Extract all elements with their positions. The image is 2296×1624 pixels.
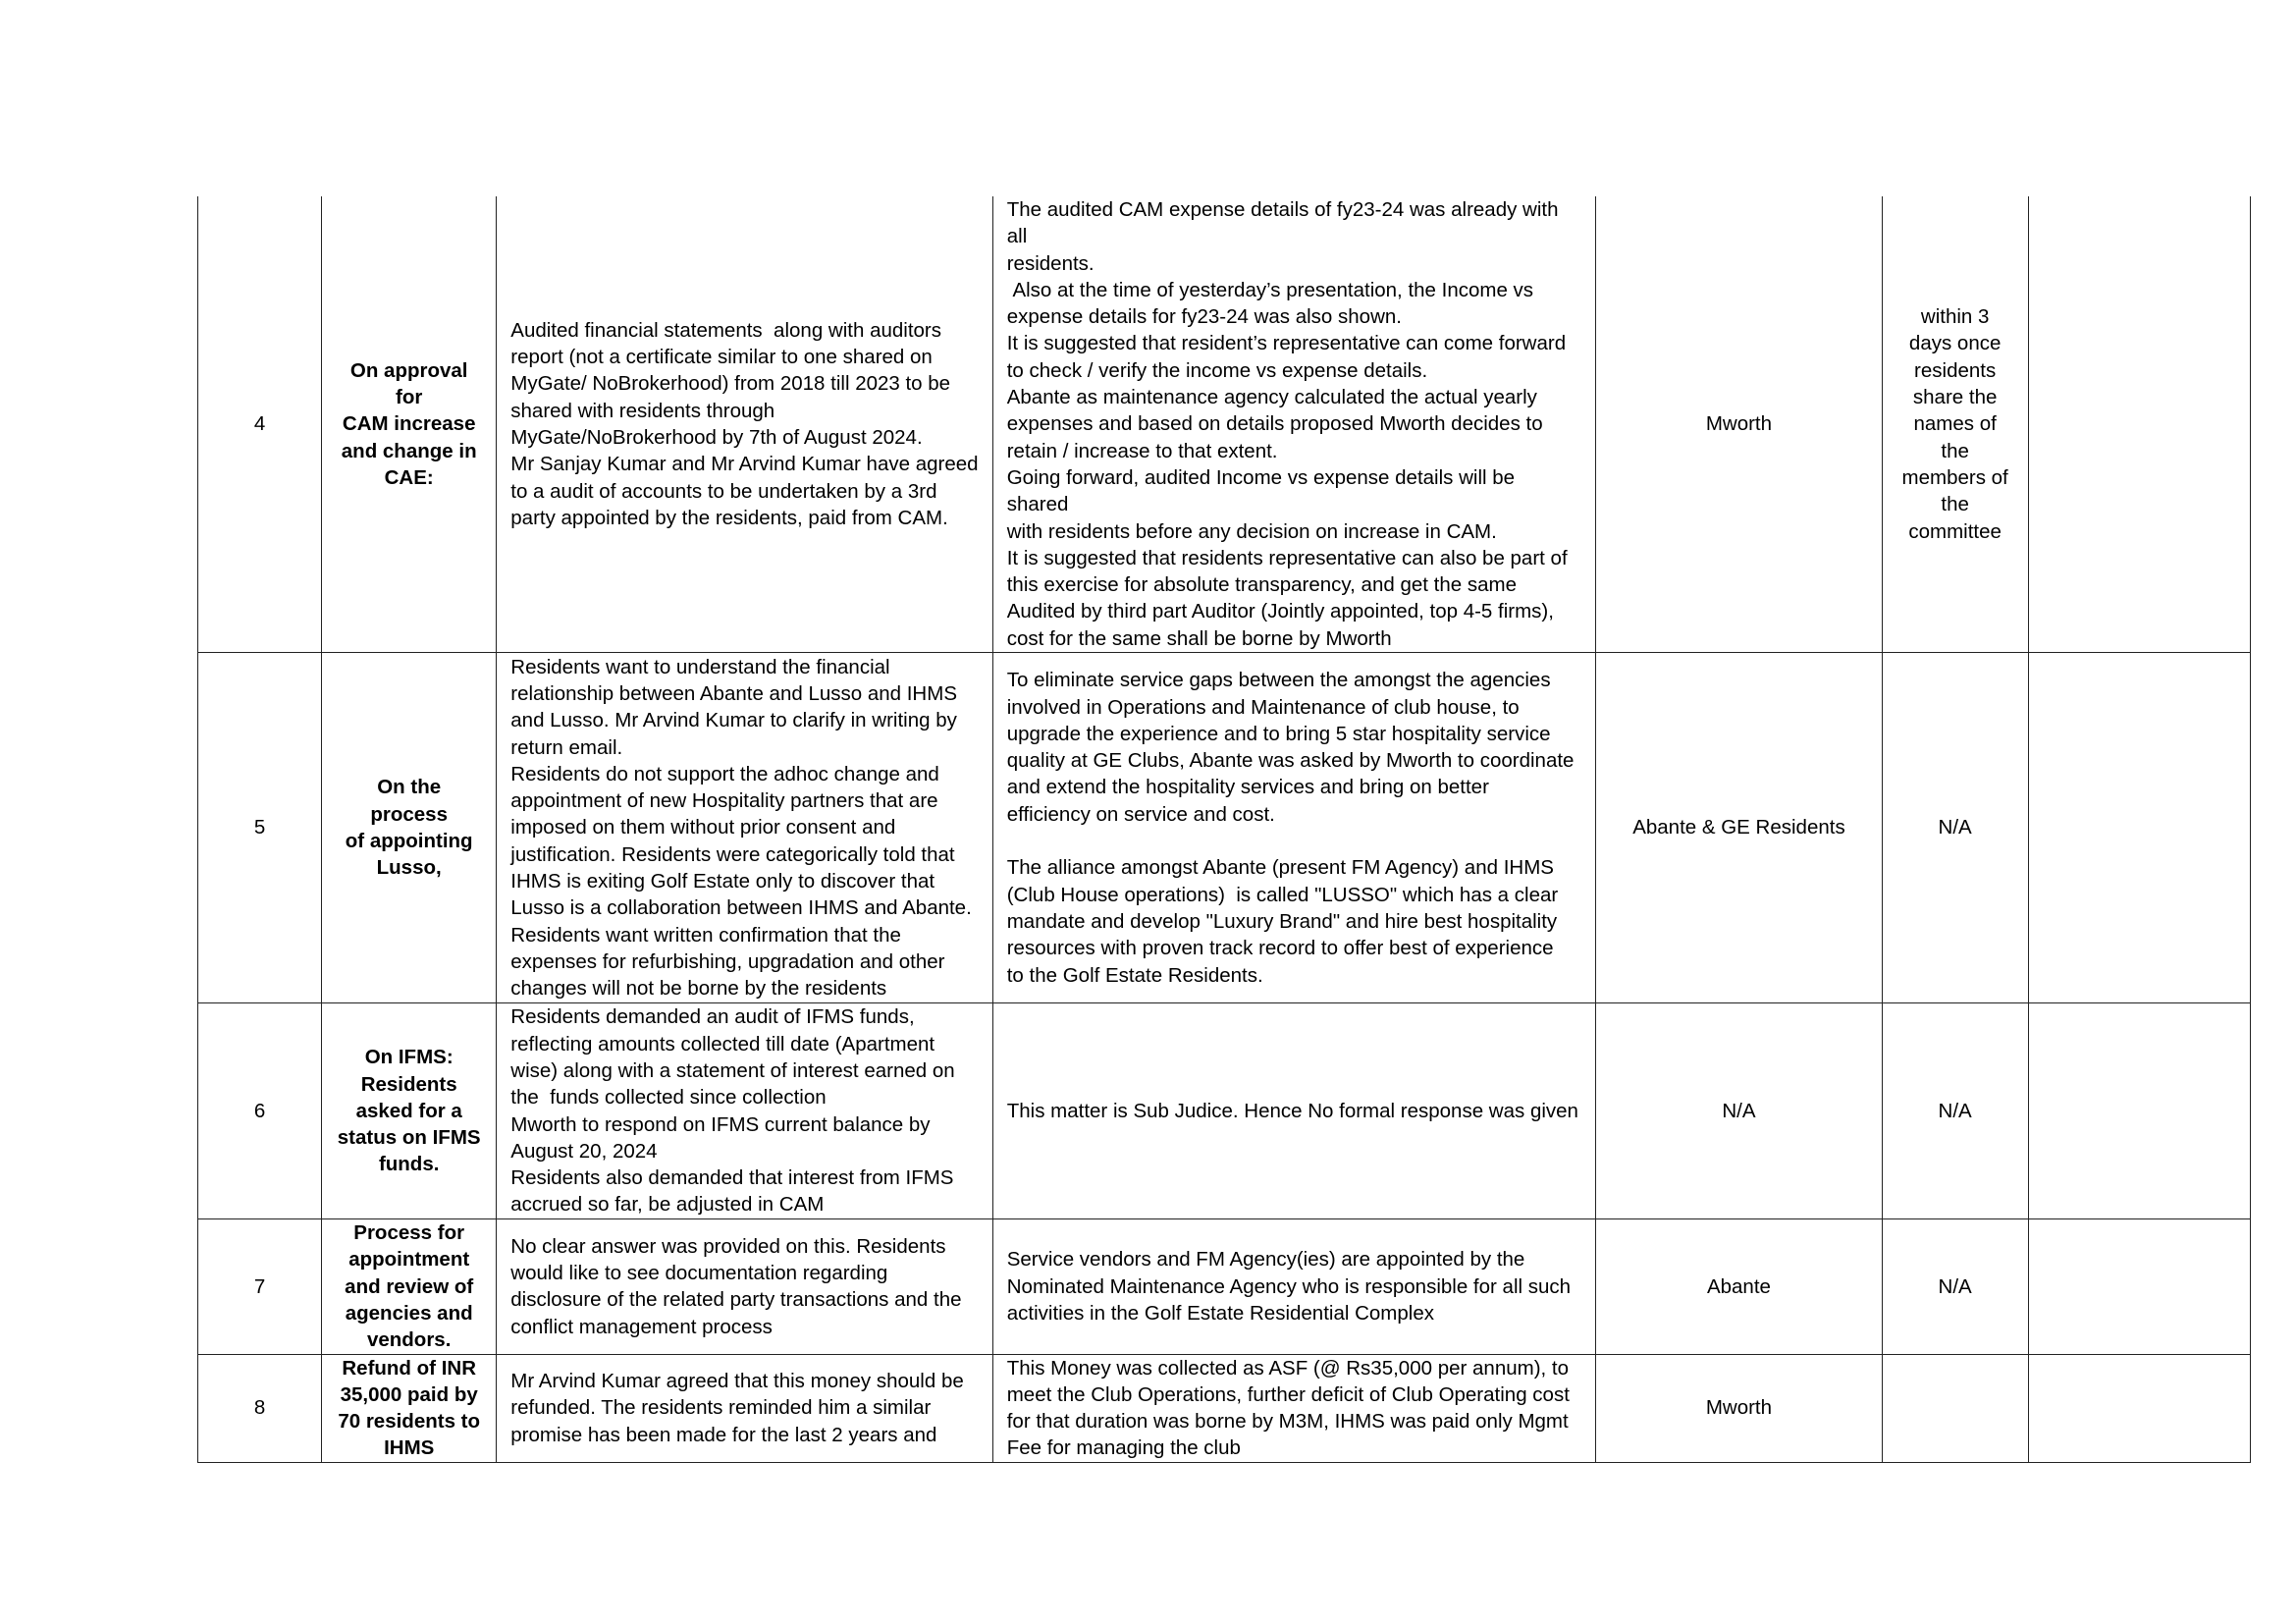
discussion-cell-line: wise) along with a statement of interest earned on <box>510 1058 955 1082</box>
response-cell-line: It is suggested that residents representative can also be part of <box>1006 546 1568 569</box>
topic-cell-line: appointment <box>348 1248 470 1272</box>
response-cell-line: cost for the same shall be borne by Mworth <box>1006 626 1392 650</box>
discussion-cell-line: relationship between Abante and Lusso and IHMS <box>510 681 957 705</box>
discussion-cell-line: No clear answer was provided on this. Residents <box>510 1234 946 1258</box>
topic-cell-line: On the process <box>370 776 448 826</box>
response-cell-line: for that duration was borne by M3M, IHMS was paid only Mgmt <box>1006 1410 1569 1434</box>
topic-cell-line: 70 residents to <box>338 1410 481 1434</box>
table-row <box>198 1354 2251 1462</box>
discussion-cell-line: to a audit of accounts to be undertaken by a 3rd <box>510 479 937 503</box>
response-cell-line: expenses and based on details proposed Mworth decides to <box>1006 412 1543 436</box>
remarks-cell <box>2028 1354 2250 1462</box>
serial-number-cell <box>198 1354 322 1462</box>
response-cell-line: This matter is Sub Judice. Hence No formal response was given <box>1006 1099 1578 1122</box>
response-cell-line: Nominated Maintenance Agency who is responsible for all such <box>1006 1274 1572 1298</box>
serial-number-cell <box>198 1003 322 1219</box>
response-cell-line: Also at the time of yesterday’s presentation, the Income vs <box>1006 278 1534 301</box>
topic-cell-line: IHMS <box>384 1436 435 1460</box>
response-cell-line: to the Golf Estate Residents. <box>1006 963 1263 987</box>
discussion-cell-line: party appointed by the residents, paid from CAM. <box>510 506 948 529</box>
timeline-cell <box>1882 1354 2028 1462</box>
response-cell-line: Service vendors and FM Agency(ies) are appointed by the <box>1006 1248 1525 1272</box>
response-cell <box>992 653 1596 1003</box>
remarks-cell <box>2028 653 2250 1003</box>
serial-number-cell <box>198 1219 322 1354</box>
timeline-cell <box>1882 1003 2028 1219</box>
discussion-cell-line: reflecting amounts collected till date (Apartment <box>510 1032 935 1056</box>
table-row <box>198 1003 2251 1219</box>
discussion-cell-line: report (not a certificate similar to one shared on <box>510 346 933 369</box>
remarks-cell <box>2028 1003 2250 1219</box>
discussion-cell-line: Residents also demanded that interest from IFMS <box>510 1166 954 1190</box>
serial-number-cell-text: 4 <box>253 412 266 436</box>
discussion-cell-line: Mworth to respond on IFMS current balance by <box>510 1112 931 1136</box>
response-cell-line: quality at GE Clubs, Abante was asked by Mworth to coordinate <box>1006 749 1575 773</box>
response-cell-line: involved in Operations and Maintenance of club house, to <box>1006 695 1520 719</box>
discussion-cell-line: Lusso is a collaboration between IHMS and Abante. <box>510 896 972 920</box>
topic-cell-line: CAM increase <box>342 412 476 436</box>
discussion-cell-line: Audited financial statements along with auditors <box>510 318 941 342</box>
response-cell-line: to check / verify the income vs expense details. <box>1006 358 1428 382</box>
topic-cell-line: On IFMS: <box>364 1046 454 1069</box>
owner-cell-text: Abante & GE Residents <box>1632 816 1845 839</box>
discussion-cell-line: August 20, 2024 <box>510 1139 658 1163</box>
topic-cell <box>322 653 497 1003</box>
response-cell-line <box>1007 828 1582 854</box>
serial-number-cell-text: 6 <box>253 1099 266 1122</box>
discussion-cell-line: return email. <box>510 735 623 759</box>
response-cell-line: retain / increase to that extent. <box>1006 439 1278 462</box>
response-cell-line: meet the Club Operations, further deficit of Club Operating cost <box>1006 1382 1570 1406</box>
table-body <box>198 196 2251 1462</box>
discussion-cell-line: promise has been made for the last 2 years and <box>510 1423 937 1446</box>
response-cell <box>992 1003 1596 1219</box>
topic-cell-line: Lusso, <box>376 856 442 880</box>
discussion-cell-line: expenses for refurbishing, upgradation and other <box>510 949 945 973</box>
discussion-cell-line: MyGate/NoBrokerhood by 7th of August 2024. <box>510 426 923 450</box>
timeline-cell-line: members of <box>1901 465 2008 489</box>
serial-number-cell-text: 7 <box>253 1274 266 1298</box>
timeline-cell <box>1882 653 2028 1003</box>
discussion-cell-line: accrued so far, be adjusted in CAM <box>510 1193 825 1217</box>
timeline-cell <box>1882 196 2028 653</box>
topic-cell-line: 35,000 paid by <box>340 1382 478 1406</box>
timeline-cell-line: days once <box>1908 332 2002 355</box>
remarks-cell <box>2028 1219 2250 1354</box>
response-cell-line: The audited CAM expense details of fy23-24 was already with all <box>1006 198 1565 248</box>
table-row <box>198 196 2251 653</box>
discussion-cell <box>497 1219 992 1354</box>
timeline-cell <box>1882 1219 2028 1354</box>
response-cell-line: (Club House operations) is called "LUSSO" which has a clear <box>1006 883 1559 906</box>
topic-cell-line: status on IFMS <box>337 1126 481 1150</box>
topic-cell-line: vendors. <box>366 1328 452 1352</box>
response-cell-line: expense details for fy23-24 was also shown. <box>1006 305 1402 329</box>
discussion-cell-line: Residents demanded an audit of IFMS funds, <box>510 1005 915 1029</box>
response-cell <box>992 1354 1596 1462</box>
owner-cell-text: Abante <box>1706 1274 1771 1298</box>
topic-cell-line: of appointing <box>345 830 473 853</box>
response-cell-line: This Money was collected as ASF (@ Rs35,000 per annum), to <box>1006 1356 1570 1380</box>
topic-cell-line: and review of <box>345 1274 474 1298</box>
response-cell-line: resources with proven track record to offer best of experience <box>1006 937 1554 960</box>
response-cell-line: It is suggested that resident’s representative can come forward <box>1006 332 1567 355</box>
owner-cell-text: Mworth <box>1705 1396 1773 1420</box>
table-row <box>198 1219 2251 1354</box>
response-cell-line: Fee for managing the club <box>1006 1436 1241 1460</box>
discussion-cell <box>497 653 992 1003</box>
topic-cell-line: On approval for <box>349 358 474 409</box>
discussion-cell-line: MyGate/ NoBrokerhood) from 2018 till 2023 to be <box>510 372 951 396</box>
timeline-cell-line: committee <box>1908 519 2002 543</box>
discussion-cell-line: changes will not be borne by the residents <box>510 977 887 1001</box>
discussion-cell-line: Mr Arvind Kumar agreed that this money should be <box>510 1370 964 1393</box>
response-cell-line: and extend the hospitality services and bring on better <box>1006 776 1489 799</box>
topic-cell-line: Residents <box>360 1072 457 1096</box>
discussion-cell-line: Residents want to understand the financial <box>510 655 890 678</box>
response-cell-line: upgrade the experience and to bring 5 star hospitality service <box>1006 722 1551 745</box>
discussion-cell <box>497 1354 992 1462</box>
serial-number-cell <box>198 653 322 1003</box>
response-cell <box>992 196 1596 653</box>
discussion-cell-line: Residents do not support the adhoc change and <box>510 762 939 785</box>
owner-cell <box>1596 653 1882 1003</box>
discussion-cell-line: disclosure of the related party transactions and the <box>510 1288 962 1312</box>
discussion-cell-line: Residents want written confirmation that the <box>510 923 901 947</box>
topic-cell-line: agencies and <box>345 1301 473 1325</box>
timeline-cell-line: residents <box>1914 358 1997 382</box>
topic-cell <box>322 1354 497 1462</box>
owner-cell-text: Mworth <box>1705 412 1773 436</box>
topic-cell <box>322 1003 497 1219</box>
topic-cell <box>322 196 497 653</box>
owner-cell <box>1596 1354 1882 1462</box>
response-cell <box>992 1219 1596 1354</box>
discussion-cell-line: the funds collected since collection <box>510 1086 827 1110</box>
discussion-cell-line: imposed on them without prior consent and <box>510 816 896 839</box>
response-cell-line: Abante as maintenance agency calculated the actual yearly <box>1006 386 1537 409</box>
discussion-cell <box>497 196 992 653</box>
timeline-cell-line: N/A <box>1938 1274 1972 1298</box>
response-cell-line: To eliminate service gaps between the amongst the agencies <box>1006 669 1551 692</box>
response-cell-line: with residents before any decision on increase in CAM. <box>1006 519 1497 543</box>
topic-cell-line: and change in <box>341 439 477 462</box>
topic-cell-line: CAE: <box>384 465 434 489</box>
serial-number-cell <box>198 196 322 653</box>
owner-cell-text: N/A <box>1722 1099 1756 1122</box>
discussion-cell-line: appointment of new Hospitality partners that are <box>510 789 938 813</box>
serial-number-cell-text: 5 <box>253 816 266 839</box>
owner-cell <box>1596 1003 1882 1219</box>
topic-cell-line: funds. <box>378 1153 440 1176</box>
discussion-cell-line: shared with residents through <box>510 399 775 422</box>
timeline-cell-line: names of <box>1913 412 1997 436</box>
discussion-cell-line: would like to see documentation regarding <box>510 1261 888 1284</box>
timeline-cell-line: N/A <box>1938 1099 1972 1122</box>
topic-cell-line: Process for <box>353 1221 465 1245</box>
discussion-cell-line: IHMS is exiting Golf Estate only to discover that <box>510 869 935 893</box>
timeline-cell-line: N/A <box>1938 816 1972 839</box>
topic-cell <box>322 1219 497 1354</box>
topic-cell-line: asked for a <box>355 1099 462 1122</box>
discussion-cell-line: conflict management process <box>510 1315 773 1338</box>
serial-number-cell-text: 8 <box>253 1396 266 1420</box>
timeline-cell-line: the <box>1941 493 1969 516</box>
response-cell-line: this exercise for absolute transparency, and get the same <box>1006 573 1517 597</box>
discussion-cell <box>497 1003 992 1219</box>
topic-cell-line: Refund of INR <box>342 1356 477 1380</box>
discussion-cell-line: refunded. The residents reminded him a similar <box>510 1396 932 1420</box>
response-cell-line: efficiency on service and cost. <box>1006 802 1275 826</box>
timeline-cell-line: the <box>1941 439 1969 462</box>
discussion-cell-line: Mr Sanjay Kumar and Mr Arvind Kumar have agreed <box>510 453 979 476</box>
response-cell-line: Going forward, audited Income vs expense details will be shared <box>1006 465 1521 516</box>
response-cell-line: Audited by third part Auditor (Jointly appointed, top 4-5 firms), <box>1006 600 1554 623</box>
owner-cell <box>1596 196 1882 653</box>
timeline-cell-line: share the <box>1912 386 1998 409</box>
response-cell-line: residents. <box>1006 251 1095 275</box>
response-cell-line: The alliance amongst Abante (present FM Agency) and IHMS <box>1006 856 1554 880</box>
discussion-cell-line: justification. Residents were categorically told that <box>510 842 955 866</box>
timeline-cell-line: within 3 <box>1920 305 1990 329</box>
response-cell-line: activities in the Golf Estate Residential Complex <box>1006 1301 1434 1325</box>
table-row <box>198 653 2251 1003</box>
remarks-cell <box>2028 196 2250 653</box>
discussion-cell-line: and Lusso. Mr Arvind Kumar to clarify in writing by <box>510 709 957 732</box>
response-cell-line: mandate and develop "Luxury Brand" and hire best hospitality <box>1006 909 1558 933</box>
minutes-table <box>197 196 2251 1463</box>
owner-cell <box>1596 1219 1882 1354</box>
